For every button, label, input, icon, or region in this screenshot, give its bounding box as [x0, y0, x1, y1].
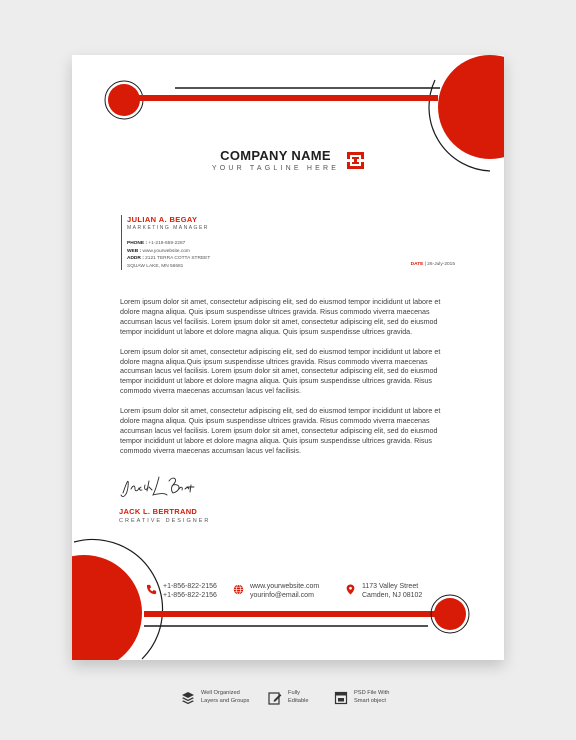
recipient-web-label: WEB : [127, 248, 142, 254]
letterhead-page [72, 55, 504, 660]
recipient-phone-label: PHONE : [127, 241, 147, 246]
globe-icon [233, 584, 244, 595]
psd-file-icon [334, 691, 348, 705]
footer-web [233, 583, 319, 600]
recipient-address-line [127, 255, 210, 263]
footer-phone-2: +1-856-822-2156 [163, 591, 217, 599]
footer-phone-1: +1-856-822-2156 [163, 583, 217, 590]
date-value: 26-July-2015 [427, 262, 455, 267]
top-right-circle [438, 55, 504, 159]
footer-email: yourinfo@email.com [250, 591, 314, 599]
company-name: COMPANY NAME [220, 148, 331, 163]
company-tagline: YOUR TAGLINE HERE [211, 165, 340, 172]
signature-block [119, 473, 210, 524]
location-pin-icon [345, 584, 356, 595]
bottom-right-circle [434, 598, 466, 630]
signer-name: JACK L. BERTRAND [119, 507, 198, 516]
letter-body [120, 298, 459, 467]
bottom-red-bar [144, 611, 454, 617]
top-red-bar [132, 95, 438, 101]
feature-layers [181, 690, 249, 705]
edit-icon [268, 691, 282, 705]
footer-address-2: Camden, NJ 08102 [362, 591, 423, 599]
recipient-phone-line [127, 240, 210, 248]
recipient-address-label: ADDR : [127, 256, 144, 262]
footer-website: www.yourwebsite.com [250, 583, 320, 590]
feature-editable [268, 690, 309, 705]
footer-address [345, 583, 422, 600]
brand-block [72, 147, 504, 172]
feature-psd-line-1: PSD File With [354, 690, 390, 696]
handwritten-signature [119, 473, 199, 501]
letter-date: DATE | 26-July-2015 [410, 262, 455, 267]
feature-editable-line-2: Editable [288, 697, 309, 704]
feature-psd [334, 690, 389, 705]
footer-address-1: 1173 Valley Street [362, 583, 419, 590]
body-paragraph-3: Lorem ipsum dolor sit amet, consectetur adipiscing elit, sed do eiusmod tempor incididunt ut labore et dolore magna aliqua. Quis ipsum suspendisse ultrices gravida. Risus commodo viverra maecenas accumsan lacus vel facilisis. Lorem ipsum dolor sit amet, consectetur adipiscing elit, sed do eiusmod tempor incididunt ut labore et dolore magna aliqua. Quis ipsum suspendisse ultrices gravida. Risus commodo viverra maecenas accumsan lacus vel facilisis. [120, 407, 441, 455]
feature-layers-line-2: Layers and Groups [201, 697, 250, 704]
recipient-web: www.yourwebsite.com [142, 248, 190, 254]
signer-title: CREATIVE DESIGNER [119, 518, 211, 524]
footer-phone [146, 583, 217, 600]
feature-layers-line-1: Well Organized [201, 690, 240, 696]
company-logo-icon [347, 152, 364, 169]
recipient-phone: +1-218-659-2287 [148, 241, 186, 246]
body-paragraph-2: Lorem ipsum dolor sit amet, consectetur adipiscing elit, sed do eiusmod tempor incididunt ut labore et dolore magna aliqua.Quis ipsum suspendisse ultrices gravida. Risus commodo viverra maecenas accumsan lacus vel facilisis. Lorem ipsum dolor sit amet, consectetur adipiscing elit, sed do eiusmod tempor incididunt ut labore et dolore magna aliqua. Quis ipsum suspendisse ultrices gravida. Risus commodo viverra maecenas accumsan lacus vel facilisis. [120, 347, 441, 396]
recipient-address-1: 2121 TERRA COTTA STREET [145, 256, 211, 262]
recipient-name: JULIAN A. BEGAY [127, 215, 198, 224]
layers-icon [181, 691, 195, 705]
date-label: DATE [410, 262, 424, 267]
bottom-left-circle [72, 555, 142, 660]
recipient-title: MARKETING MANAGER [127, 225, 209, 231]
recipient-address-2: SQUAW LAKE, MN 56681 [127, 263, 184, 269]
phone-icon [146, 584, 157, 595]
feature-psd-line-2: Smart object [354, 697, 386, 704]
feature-editable-line-1: Fully [288, 690, 301, 696]
body-paragraph-1: Lorem ipsum dolor sit amet, consectetur adipiscing elit, sed do eiusmod tempor incididunt ut labore et dolore magna aliqua. Quis ipsum suspendisse ultrices gravida. Risus commodo viverra maecenas accumsan lacus vel facilisis. Lorem ipsum dolor sit amet, consectetur adipiscing elit, sed do eiusmod tempor incididunt ut labore et dolore magna aliqua. Quis ipsum suspendisse ultrices gravida. [120, 298, 441, 336]
recipient-web-line [127, 248, 210, 256]
recipient-block [121, 215, 210, 270]
